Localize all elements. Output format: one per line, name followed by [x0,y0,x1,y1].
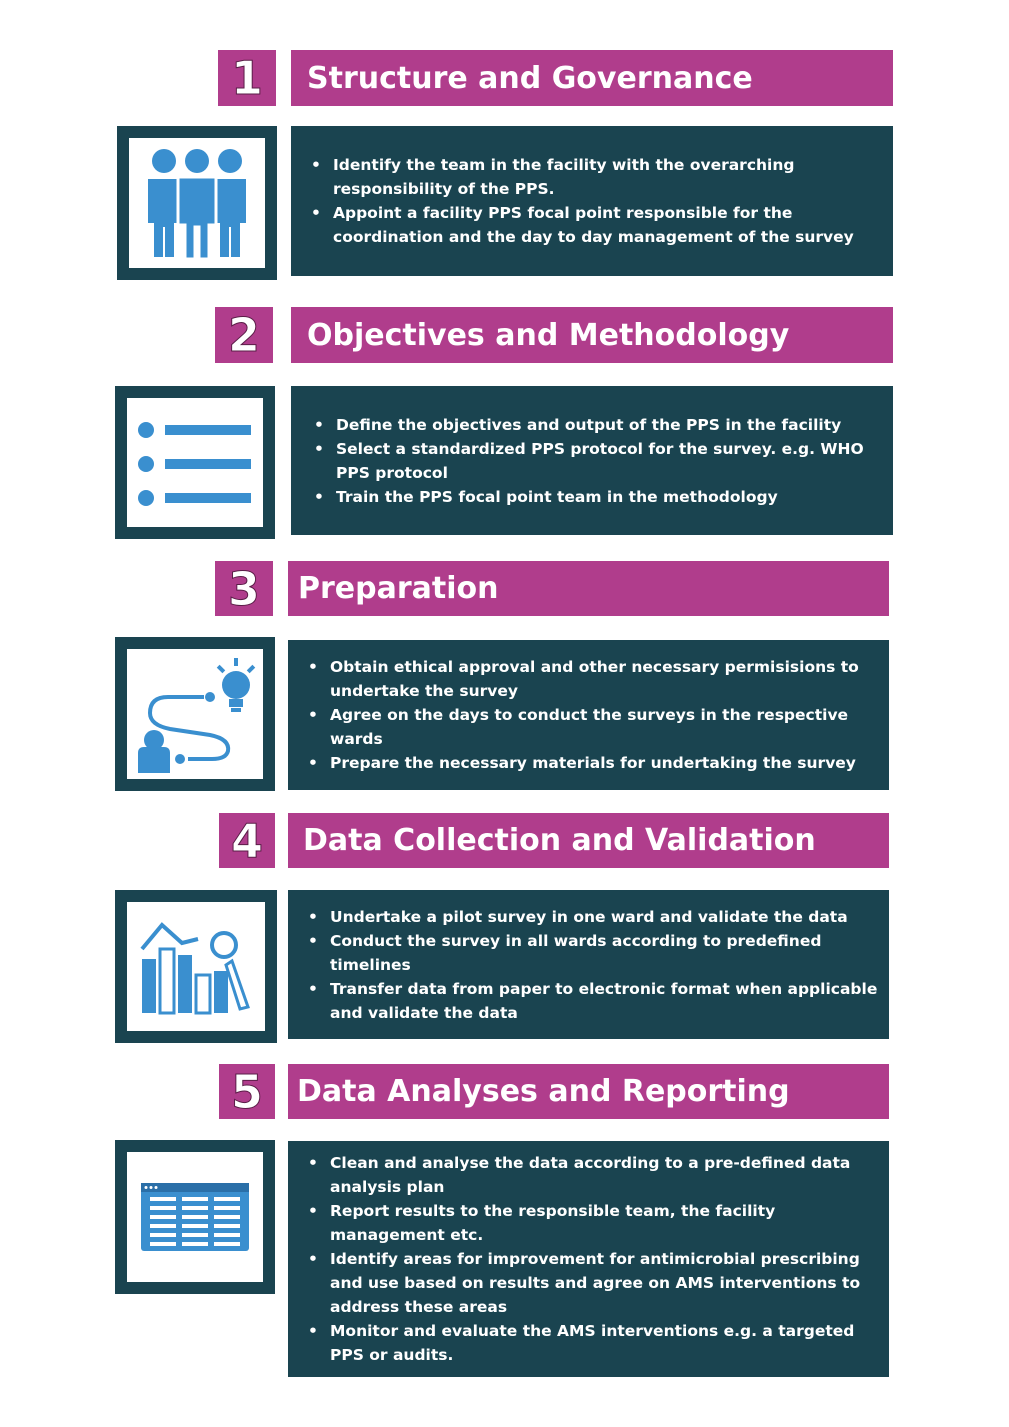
step-1-title: Structure and Governance [291,50,893,106]
step-3-title: Preparation [288,561,889,616]
list-item: • Identify the team in the facility with the overarching responsibility of the PPS. [333,153,893,201]
step-1-panel [291,126,893,276]
step-4-icon-box [115,890,277,1043]
list-item: • Monitor and evaluate the AMS interventions e.g. a targeted PPS or audits. [330,1319,889,1367]
step-2-list [291,413,893,509]
step-5-title: Data Analyses and Reporting [288,1064,889,1119]
list-item: • Select a standardized PPS protocol for the survey. e.g. WHO PPS protocol [336,437,893,485]
list-item: • Conduct the survey in all wards according to predefined timelines [330,929,889,977]
list-item: • Undertake a pilot survey in one ward and validate the data [330,905,889,929]
path-to-idea-icon [132,655,258,773]
step-number-text: 1 [230,51,263,105]
team-people-icon [142,147,252,259]
list-item: • Train the PPS focal point team in the methodology [336,485,893,509]
step-number-text: 5 [230,1064,263,1119]
bullet-list-icon [137,418,253,508]
step-2-panel [291,386,893,535]
step-1-number [218,50,276,106]
list-item: • Identify areas for improvement for antimicrobial prescribing and use based on results and agree on AMS interventions to address these areas [330,1247,889,1319]
list-item: • Obtain ethical approval and other necessary permisisions to undertake the survey [330,655,889,703]
list-item: • Transfer data from paper to electronic format when applicable and validate the data [330,977,889,1025]
chart-magnifier-icon [138,919,254,1015]
step-1-list [291,153,893,249]
step-5-list [288,1151,889,1367]
step-2-icon-box [115,386,275,539]
list-item: • Appoint a facility PPS focal point responsible for the coordination and the day to day management of the survey [333,201,893,249]
spreadsheet-icon [140,1182,250,1252]
step-5-number [219,1064,275,1119]
list-item: • Report results to the responsible team, the facility management etc. [330,1199,889,1247]
step-5-panel [288,1141,889,1377]
step-4-panel [288,890,889,1039]
list-item: • Clean and analyse the data according to a pre-defined data analysis plan [330,1151,889,1199]
step-3-panel [288,640,889,790]
step-5-icon-box [115,1140,275,1294]
step-4-number [219,813,275,868]
step-3-icon-box [115,637,275,791]
list-item: • Define the objectives and output of the PPS in the facility [336,413,893,437]
step-number-text: 4 [230,813,263,868]
step-2-number [215,307,273,363]
step-4-list [288,905,889,1025]
step-2-title: Objectives and Methodology [291,307,893,363]
step-1-icon-box [117,126,277,280]
list-item: • Prepare the necessary materials for undertaking the survey [330,751,889,775]
step-4-title: Data Collection and Validation [288,813,889,868]
step-number-text: 3 [227,561,260,616]
step-number-text: 2 [227,308,260,362]
step-3-number [215,561,273,616]
list-item: • Agree on the days to conduct the surveys in the respective wards [330,703,889,751]
step-3-list [288,655,889,775]
